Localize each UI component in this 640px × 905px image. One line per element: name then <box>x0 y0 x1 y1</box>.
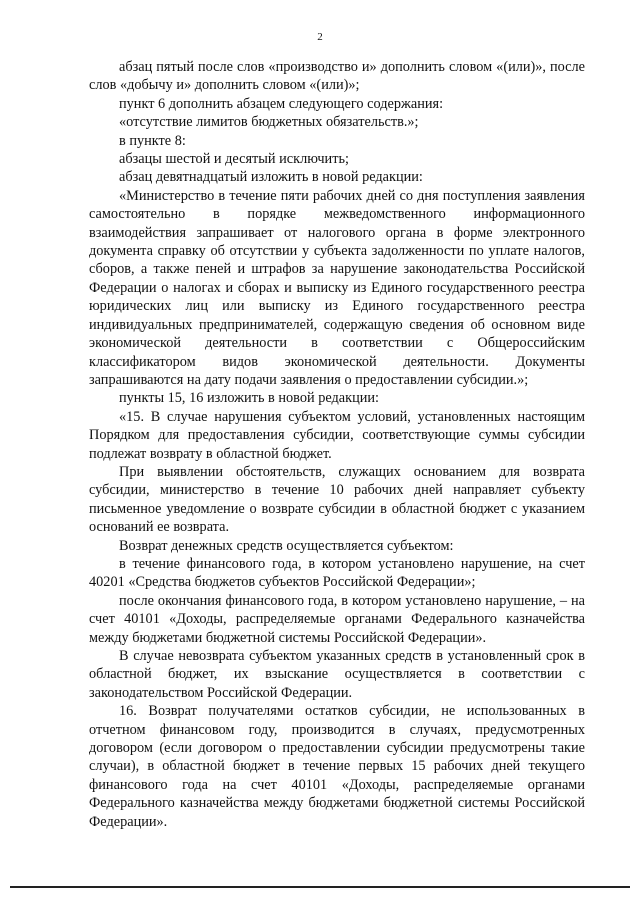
paragraph-refund-account-40201: в течение финансового года, в котором установлено нарушение, на счет 40201 «Средства бюджетов субъектов Российской Федерации»; <box>89 555 585 591</box>
paragraph-refund-intro: Возврат денежных средств осуществляется субъектом: <box>119 537 454 554</box>
bottom-rule <box>10 886 630 888</box>
paragraph-items15-16-intro: пункты 15, 16 изложить в новой редакции: <box>119 390 379 407</box>
paragraph-item8-exclude: абзацы шестой и десятый исключить; <box>119 151 349 168</box>
paragraph-item8-intro: в пункте 8: <box>119 132 186 149</box>
paragraph-item6-intro: пункт 6 дополнить абзацем следующего содержания: <box>119 95 444 112</box>
paragraph-item6-text: «отсутствие лимитов бюджетных обязательств.»; <box>119 114 419 131</box>
paragraph-item8-para19-intro: абзац девятнадцатый изложить в новой редакции: <box>119 169 423 186</box>
paragraph-recovery: В случае невозврата субъектом указанных средств в установленный срок в областной бюджет, их взыскание осуществляется в соответствии с законодательством Российской Федерации. <box>89 648 585 701</box>
paragraph-item15: «15. В случае нарушения субъектом условий, установленных настоящим Порядком для предоставления субсидии, соответствующие суммы субсидии подлежат возврату в областной бюджет. <box>89 408 585 462</box>
paragraph-refund-account-40101: после окончания финансового года, в котором установлено нарушение, – на счет 40101 «Доходы, распределяемые органами Федерального казначейства между бюджетами бюджетной системы Российской Федерации». <box>89 592 585 646</box>
paragraph-item16: 16. Возврат получателями остатков субсидии, не использованных в отчетном финансовом году, производится в случаях, предусмотренных договором (если договором о предоставлении субсидии предусмотрены такие случаи), в областной бюджет в течение первых 15 рабочих дней текущего финансового года на счет 40101 «Доходы, распределяемые органами Федерального казначейства между бюджетами бюджетной системы Российской Федерации». <box>89 703 585 830</box>
paragraph-amendment-para5: абзац пятый после слов «производство и» дополнить словом «(или)», после слов «добычу и» дополнить словом «(или)»; <box>89 59 585 94</box>
document-body <box>89 58 585 831</box>
paragraph-ministry-request: «Министерство в течение пяти рабочих дней со дня поступления заявления самостоятельно в порядке межведомственного информационного взаимодействия запрашивает от налогового органа в форме электронного документа справку об отсутствии у субъекта задолженности по уплате налогов, сборов, а также пеней и штрафов за нарушение законодательства Российской Федерации о налогах и сборах и выписку из Единого государственного реестра юридических лиц или выписку из Единого государственного реестра индивидуальных предпринимателей, содержащую сведения об основном виде экономической деятельности в соответствии с Общероссийским классификатором видов экономической деятельности. Документы запрашиваются на дату подачи заявления о предоставлении субсидии.»; <box>89 187 585 388</box>
page-number: 2 <box>317 31 323 43</box>
paragraph-notification: При выявлении обстоятельств, служащих основанием для возврата субсидии, министерство в течение 10 рабочих дней направляет субъекту письменное уведомление о возврате субсидии в областной бюджет с указанием оснований ее возврата. <box>89 463 585 536</box>
